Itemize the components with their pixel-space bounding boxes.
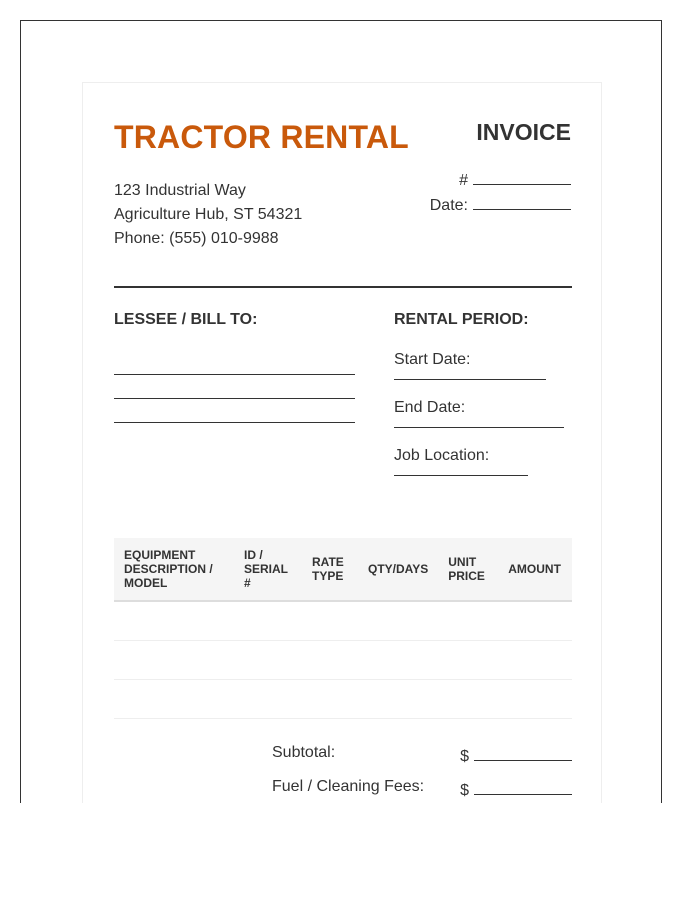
table-cell[interactable] — [302, 641, 358, 680]
start-date-label: Start Date: — [394, 351, 471, 368]
table-cell[interactable] — [358, 641, 438, 680]
header-divider — [114, 286, 572, 288]
bill-to-line-2[interactable] — [114, 375, 355, 399]
equipment-table — [114, 538, 572, 719]
invoice-date-row — [430, 193, 571, 218]
table-cell[interactable] — [438, 641, 498, 680]
company-name: TRACTOR RENTAL — [114, 119, 409, 155]
table-cell[interactable] — [438, 680, 498, 719]
table-cell[interactable] — [302, 601, 358, 641]
subtotal-label: Subtotal: — [272, 744, 336, 761]
table-cell[interactable] — [114, 680, 234, 719]
table-row — [114, 680, 572, 719]
table-cell[interactable] — [498, 680, 572, 719]
company-address — [114, 179, 302, 251]
end-date-field[interactable] — [394, 427, 564, 428]
fees-row — [272, 772, 572, 803]
rental-period-fields — [394, 348, 564, 492]
bill-to-title: LESSEE / BILL TO: — [114, 311, 258, 328]
end-date-label: End Date: — [394, 399, 466, 416]
subtotal-value — [460, 744, 572, 766]
invoice-date-label: Date: — [429, 197, 468, 214]
column-header-qty-days: QTY/DAYS — [358, 538, 438, 601]
address-line-city: Agriculture Hub, ST 54321 — [114, 206, 303, 223]
table-cell[interactable] — [114, 601, 234, 641]
job-location-label: Job Location: — [394, 447, 490, 464]
subtotal-field[interactable] — [474, 744, 572, 761]
bill-to-lines — [114, 351, 355, 423]
table-cell[interactable] — [358, 680, 438, 719]
column-header-amount: AMOUNT — [498, 538, 572, 601]
address-line-street: 123 Industrial Way — [114, 182, 246, 199]
invoice-date-field[interactable] — [473, 193, 571, 210]
table-header-row — [114, 538, 572, 601]
subtotal-row — [272, 738, 572, 772]
invoice-number-label: # — [459, 172, 468, 189]
currency-symbol: $ — [460, 782, 469, 799]
column-header-rate-type: RATE TYPE — [302, 538, 358, 601]
job-location-field[interactable] — [394, 475, 528, 476]
table-cell[interactable] — [498, 601, 572, 641]
invoice-number-field[interactable] — [473, 168, 571, 185]
table-row — [114, 601, 572, 641]
table-row — [114, 641, 572, 680]
invoice-page — [82, 82, 602, 803]
document-frame — [20, 20, 662, 803]
rental-period-title: RENTAL PERIOD: — [394, 311, 529, 328]
totals-section — [272, 738, 572, 803]
fees-field[interactable] — [474, 778, 572, 795]
address-line-phone: Phone: (555) 010-9988 — [114, 230, 279, 247]
bill-to-line-1[interactable] — [114, 351, 355, 375]
table-cell[interactable] — [302, 680, 358, 719]
table-cell[interactable] — [438, 601, 498, 641]
invoice-meta — [430, 168, 571, 218]
table-cell[interactable] — [234, 601, 302, 641]
bill-to-line-3[interactable] — [114, 399, 355, 423]
table-cell[interactable] — [358, 601, 438, 641]
invoice-title: INVOICE — [476, 119, 571, 145]
currency-symbol: $ — [460, 748, 469, 765]
start-date-field[interactable] — [394, 379, 546, 380]
fees-value — [460, 778, 572, 800]
column-header-equipment: EQUIPMENT DESCRIPTION / MODEL — [114, 538, 234, 601]
table-cell[interactable] — [234, 641, 302, 680]
table-cell[interactable] — [234, 680, 302, 719]
column-header-unit-price: UNIT PRICE — [438, 538, 498, 601]
fees-label: Fuel / Cleaning Fees: — [272, 778, 425, 795]
column-header-serial: ID / SERIAL # — [234, 538, 302, 601]
invoice-number-row — [430, 168, 571, 193]
table-cell[interactable] — [114, 641, 234, 680]
table-cell[interactable] — [498, 641, 572, 680]
